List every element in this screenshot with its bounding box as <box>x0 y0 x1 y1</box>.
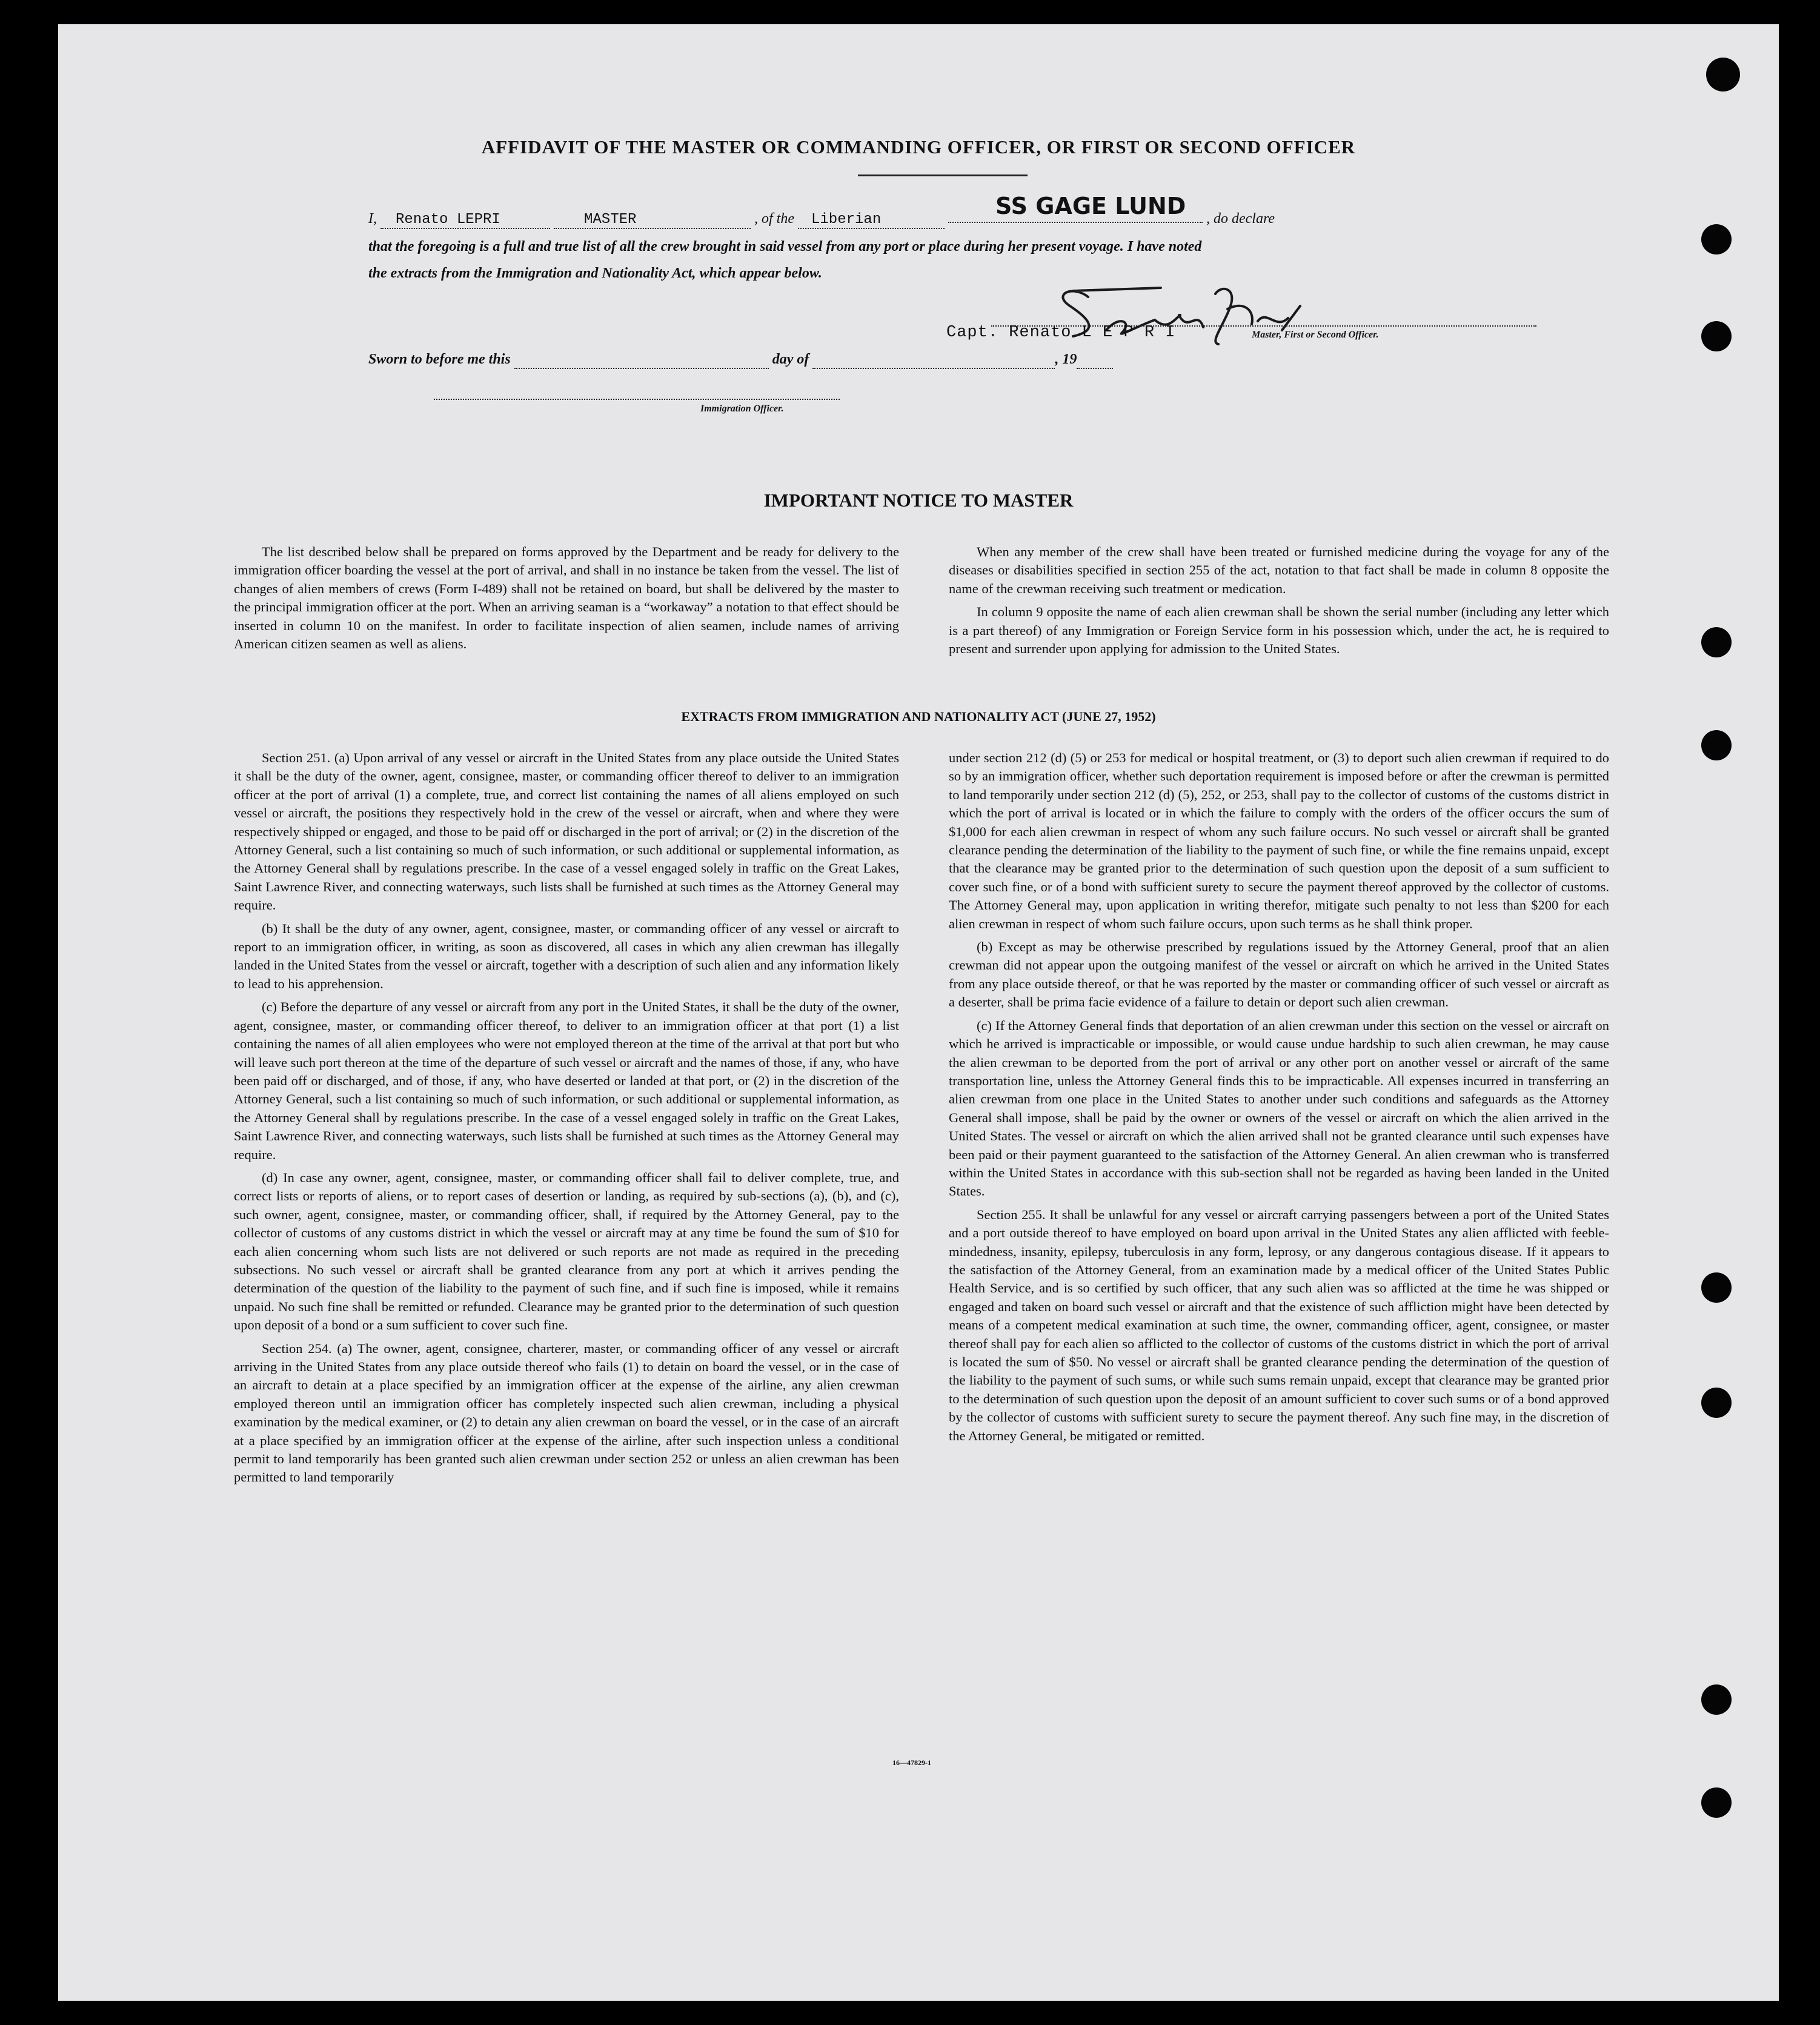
punch-hole <box>1701 1787 1732 1818</box>
punch-hole <box>1701 321 1732 351</box>
punch-hole <box>1701 1272 1732 1303</box>
punch-hole <box>1701 224 1732 254</box>
punch-hole <box>1701 730 1732 760</box>
notice-right-text-1: When any member of the crew shall have been treated or furnished medicine during the voyage for any of the diseases or disabilities specified in section 255 of the act, notation to that fact shall be made in column 8 opposite the name of the crewman receiving such treatment or medication. <box>949 544 1609 596</box>
form-number: 16—47829-1 <box>892 1758 931 1767</box>
section-251-c: (c) Before the departure of any vessel or aircraft from any port in the United States, it shall be the duty of the owner, agent, consignee, master, or commanding officer thereof, to deliver to an immigration officer at that port (1) a list containing the names of all alien employees who were not employed thereon at the time of the arrival at that port but who will leave such port thereon at the time of the departure of such vessel or aircraft and the names of those, if any, who have been paid off or discharged, and of those, if any, who have deserted or landed at that port, or (2) in the discretion of the Attorney General, such a list containing so much of such information, or such additional or supplemental information, as the Attorney General shall by regulations prescribe. In the case of a vessel engaged solely in traffic on the Great Lakes, Saint Lawrence River, and connecting waterways, such lists shall be furnished at such times as the Attorney General may require. <box>234 999 899 1162</box>
title-underline <box>858 175 1028 176</box>
day-of-label: day of <box>772 351 809 367</box>
typed-signer: Capt. Renato L E P R I <box>946 324 1176 342</box>
section-254-b: (b) Except as may be otherwise prescribed by regulations issued by the Attorney General, proof that an alien crewman did not appear upon the outgoing manifest of the vessel or aircraft on which he arrived in the United States from any place outside thereof, or that he was reported by the master or commanding officer of such vessel or aircraft as a deserter, shall be prima facie evidence of a failure to detain or deport such alien crewman. <box>949 939 1609 1010</box>
extracts-right-column <box>949 749 1609 1450</box>
signer-caption: Master, First or Second Officer. <box>1252 330 1379 340</box>
nationality: Liberian <box>798 211 945 229</box>
notice-heading: IMPORTANT NOTICE TO MASTER <box>763 490 1074 511</box>
year-prefix: , 19 <box>1055 351 1077 367</box>
vessel-name-line <box>948 193 1203 223</box>
master-rank: MASTER <box>554 211 751 229</box>
notice-right <box>949 543 1609 663</box>
punch-hole <box>1701 1684 1732 1715</box>
punch-hole <box>1706 58 1740 91</box>
master-name: Renato LEPRI <box>380 211 550 229</box>
extracts-heading: EXTRACTS FROM IMMIGRATION AND NATIONALITY ACT (JUNE 27, 1952) <box>681 709 1156 724</box>
vessel-stamp: SS GAGE LUND <box>995 193 1186 219</box>
sworn-day-line <box>514 351 769 369</box>
sworn-year-line <box>1077 351 1113 369</box>
notice-right-text-2: In column 9 opposite the name of each alien crewman shall be shown the serial number (including any letter which is a part thereof) of any Immigration or Foreign Service form in his possession which, under the act, he is required to present and surrender upon applying for admission to the United States. <box>949 604 1609 657</box>
immigration-officer-caption: Immigration Officer. <box>700 404 784 414</box>
declaration-line-2: that the foregoing is a full and true list of all the crew brought in said vessel from any port or place during her present voyage. I have noted <box>368 239 1202 254</box>
section-254-c: (c) If the Attorney General finds that deportation of an alien crewman under this section on the vessel or aircraft on which he arrived is impracticable or impossible, or would cause undue hardship to such alien crewman, he may cause the alien crewman to be deported from the port of arrival or any other port on another vessel or aircraft of the same transportation line, unless the Attorney General finds this to be impracticable. All expenses incurred in transferring an alien crewman from one place in the United States to another under such conditions and safeguards as the Attorney General shall impose, shall be paid by the owner or owners of the vessel or aircraft on which the alien arrived in the United States. The vessel or aircraft on which the alien arrived shall not be granted clearance until such expenses have been paid or their payment guaranteed to the satisfaction of the Attorney General. An alien crewman who is transferred within the United States in accordance with this sub-section shall not be regarded as having been landed in the United States. <box>949 1017 1609 1199</box>
notice-left-text: The list described below shall be prepared on forms approved by the Department and be ready for delivery to the immigration officer boarding the vessel at the port of arrival, and shall in no instance be taken from the vessel. The list of changes of alien members of crews (Form I-489) shall not be retained on board, but shall be delivered by the master to the principal immigration officer at the port. When an arriving seaman is a “workaway” a notation to that effect should be inserted in column 10 on the manifest. In order to facilitate inspection of alien seamen, include names of arriving American citizen seamen as well as aliens. <box>234 544 899 652</box>
section-254-a: Section 254. (a) The owner, agent, consignee, charterer, master, or commanding officer of any vessel or aircraft arriving in the United States from any place outside thereof who fails (1) to detain on board the vessel, or in the case of an aircraft to detain at a place specified by an immigration officer at the expense of the airline, any alien crewman employed thereon until an immigration officer has completely inspected such alien crewman, including a physical examination by the medical examiner, or (2) to detain any alien crewman on board the vessel, or in the case of an aircraft at a place specified by an immigration officer at the expense of the airline, after such inspection unless a conditional permit to land temporarily has been granted such alien crewman under section 252 or unless an alien crewman has been permitted to land temporarily <box>234 1340 899 1485</box>
immigration-officer-line <box>434 399 840 400</box>
punch-hole <box>1701 627 1732 657</box>
sworn-label: Sworn to before me this <box>368 351 511 367</box>
of-the-label: , of the <box>754 211 794 227</box>
do-declare-label: , do declare <box>1206 211 1275 227</box>
section-251-d: (d) In case any owner, agent, consignee, master, or commanding officer shall fail to deliver complete, true, and correct lists or reports of aliens, or to report cases of desertion or landing, as required by sub-sections (a), (b), and (c), such owner, agent, consignee, master, or commanding officer, shall, if required by the Attorney General, pay to the collector of customs of any customs district in which the vessel or aircraft may at any time be found the sum of $10 for each alien concerning whom such lists are not delivered or such reports are not made as required in the preceding subsections. No such vessel or aircraft shall be granted clearance from any port at which it arrives pending the determination of the question of the liability to the payment of such fine, and if such fine is imposed, while it remains unpaid. No such fine shall be remitted or refunded. Clearance may be granted prior to the determination of such question upon deposit of a bond or a sum sufficient to cover such fine. <box>234 1169 899 1333</box>
section-251-a: Section 251. (a) Upon arrival of any vessel or aircraft in the United States from any place outside the United States it shall be the duty of the owner, agent, consignee, master, or commanding officer thereof to deliver to an immigration officer at the port of arrival (1) a complete, true, and correct list containing the names of all aliens employed on such vessel or aircraft, the positions they respectively hold in the crew of the vessel or aircraft, when and where they were respectively shipped or engaged, and those to be paid off or discharged in the port of arrival; or (2) in the discretion of the Attorney General, such a list containing so much of such information, or such additional or supplemental information, as the Attorney General shall by regulations prescribe. In the case of a vessel engaged solely in traffic on the Great Lakes, Saint Lawrence River, and connecting waterways, such lists shall be furnished at such times as the Attorney General may require. <box>234 750 899 913</box>
declaration-line-3: the extracts from the Immigration and Nationality Act, which appear below. <box>368 265 822 281</box>
sworn-row <box>368 351 1113 369</box>
section-255: Section 255. It shall be unlawful for any vessel or aircraft carrying passengers between a port of the United States and a port outside thereof to have employed on board upon arrival in the United States any alien afflicted with feeble-mindedness, insanity, epilepsy, tuberculosis in any form, leprosy, or any dangerous contagious disease. If it appears to the satisfaction of the Attorney General, from an examination made by a medical officer of the United States Public Health Service, and is so certified by such officer, that any such alien was so afflicted at the time he was shipped or engaged and taken on board such vessel or aircraft and that the existence of such affliction might have been detected by means of a competent medical examination at such time, the owner, commanding officer, agent, consignee, or master thereof shall pay for each alien so afflicted to the collector of customs of the customs district in which the port of arrival is located the sum of $50. No vessel or aircraft shall be granted clearance pending the determination of the question of the liability to the payment of such sums, or while such sums remain unpaid, except that clearance may be granted prior to the determination of such question upon the deposit of an amount sufficient to cover such sums or of a bond approved by the collector of customs with sufficient surety to secure the payment thereof. Any such fine may, in the discretion of the Attorney General, be mitigated or remitted. <box>949 1206 1609 1443</box>
document-page <box>58 24 1779 2001</box>
extracts-left-column <box>234 749 899 1492</box>
notice-left <box>234 543 899 658</box>
declaration-i: I, <box>368 211 377 227</box>
section-254-a-continued: under section 212 (d) (5) or 253 for medical or hospital treatment, or (3) to deport such alien crewman if required to do so by an immigration officer, whether such deportation requirement is imposed before or after the crewman is permitted to land temporarily under section 212 (d) (5), 252, or 253, shall pay to the collector of customs of the customs district in which the port of arrival is located or in which the failure to comply with the orders of the officer occurs the sum of $1,000 for each alien crewman in respect of whom any such failure occurs. No such vessel or aircraft shall be granted clearance pending the determination of the liability to the payment of such fine, or while the fine remains unpaid, except that the clearance may be granted prior to the determination of such question upon the deposit of a sum sufficient to cover such fine, or of a bond with sufficient surety to secure the payment thereof approved by the collector of customs. The Attorney General may, upon application in writing therefor, mitigate such penalty to not less than $200 for each alien crewman in respect of whom such failure occurs, upon such terms as he shall think proper. <box>949 750 1609 931</box>
punch-hole <box>1701 1388 1732 1418</box>
section-251-b: (b) It shall be the duty of any owner, agent, consignee, master, or commanding officer of any vessel or aircraft to report to an immigration officer, in writing, as soon as discovered, all cases in which any alien crewman has illegally landed in the United States from the vessel or aircraft, together with a description of such alien and any information likely to lead to his apprehension. <box>234 920 899 991</box>
sworn-month-line <box>812 351 1055 369</box>
form-title: AFFIDAVIT OF THE MASTER OR COMMANDING OFFICER, OR FIRST OR SECOND OFFICER <box>481 136 1356 158</box>
